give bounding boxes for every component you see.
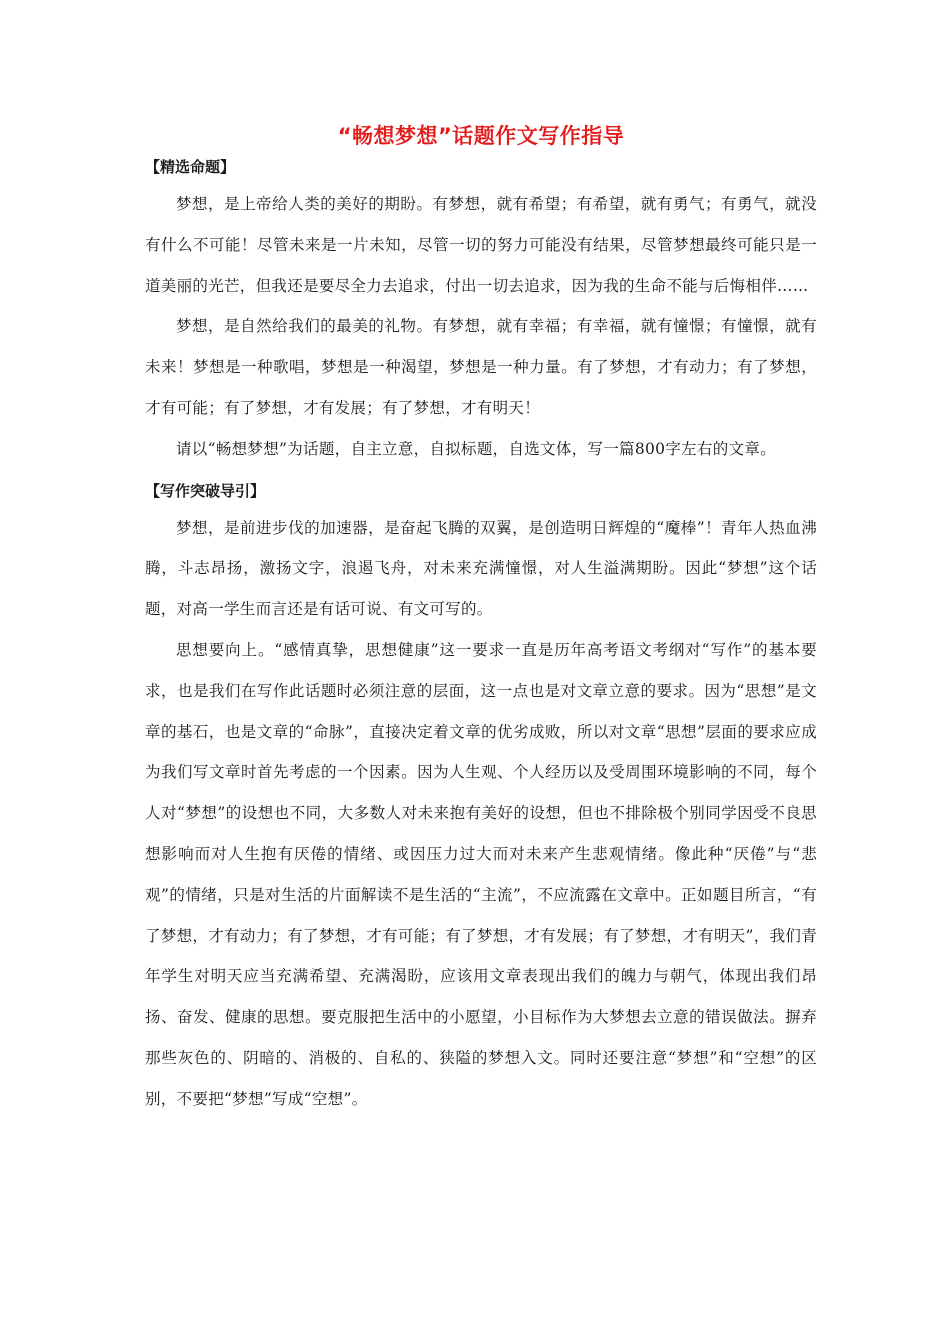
paragraph: 梦想，是自然给我们的最美的礼物。有梦想，就有幸福；有幸福，就有憧憬；有憧憬，就有未来！梦想是一种歌唱，梦想是一种渴望，梦想是一种力量。有了梦想，才有动力；有了梦想，才有可能；有了梦想，才有发展；有了梦想，才有明天！ [145,317,817,417]
document-title: “畅想梦想”话题作文写作指导 [337,124,625,148]
section-heading-topic: 【精选命题】 [145,158,236,176]
paragraph: 思想要向上。“感情真挚，思想健康”这一要求一直是历年高考语文考纲对“写作”的基本要求，也是我们在写作此话题时必须注意的层面，这一点也是对文章立意的要求。因为“思想”是文章的基石，也是文章的“命脉”，直接决定着文章的优劣成败，所以对文章“思想”层面的要求应成为我们写文章时首先考虑的一个因素。因为人生观、个人经历以及受周围环境影响的不同，每个人对“梦想”的设想也不同，大多数人对未来抱有美好的设想，但也不排除极个别同学因受不良思想影响而对人生抱有厌倦的情绪、或因压力过大而对未来产生悲观情绪。像此种“厌倦”与“悲观”的情绪，只是对生活的片面解读不是生活的“主流”，不应流露在文章中。正如题目所言，“有了梦想，才有动力；有了梦想，才有可能；有了梦想，才有发展；有了梦想，才有明天”，我们青年学生对明天应当充满希望、充满渴盼，应该用文章表现出我们的魄力与朝气，体现出我们昂扬、奋发、健康的思想。要克服把生活中的小愿望，小目标作为大梦想去立意的错误做法。摒弃那些灰色的、阴暗的、消极的、自私的、狭隘的梦想入文。同时还要注意“梦想”和“空想”的区别，不要把“梦想”写成“空想”。 [145,640,817,1108]
section-gap [145,470,817,478]
document-page [145,118,817,1120]
paragraph: 请以“畅想梦想”为话题，自主立意，自拟标题，自选文体，写一篇800字左右的文章。 [176,439,776,458]
section-heading-guide: 【写作突破导引】 [145,481,266,500]
section-topic [145,154,817,470]
paragraph: 梦想，是前进步伐的加速器，是奋起飞腾的双翼，是创造明日辉煌的“魔棒”！青年人热血沸腾，斗志昂扬，激扬文字，浪遏飞舟，对未来充满憧憬，对人生溢满期盼。因此“梦想”这个话题，对高一学生而言还是有话可说、有文可写的。 [145,518,817,619]
paragraph: 梦想，是上帝给人类的美好的期盼。有梦想，就有希望；有希望，就有勇气；有勇气，就没有什么不可能！尽管未来是一片未知，尽管一切的努力可能没有结果，尽管梦想最终可能只是一道美丽的光芒，但我还是要尽全力去追求，付出一切去追求，因为我的生命不能与后悔相伴…… [145,195,817,295]
section-guide [145,478,817,1120]
